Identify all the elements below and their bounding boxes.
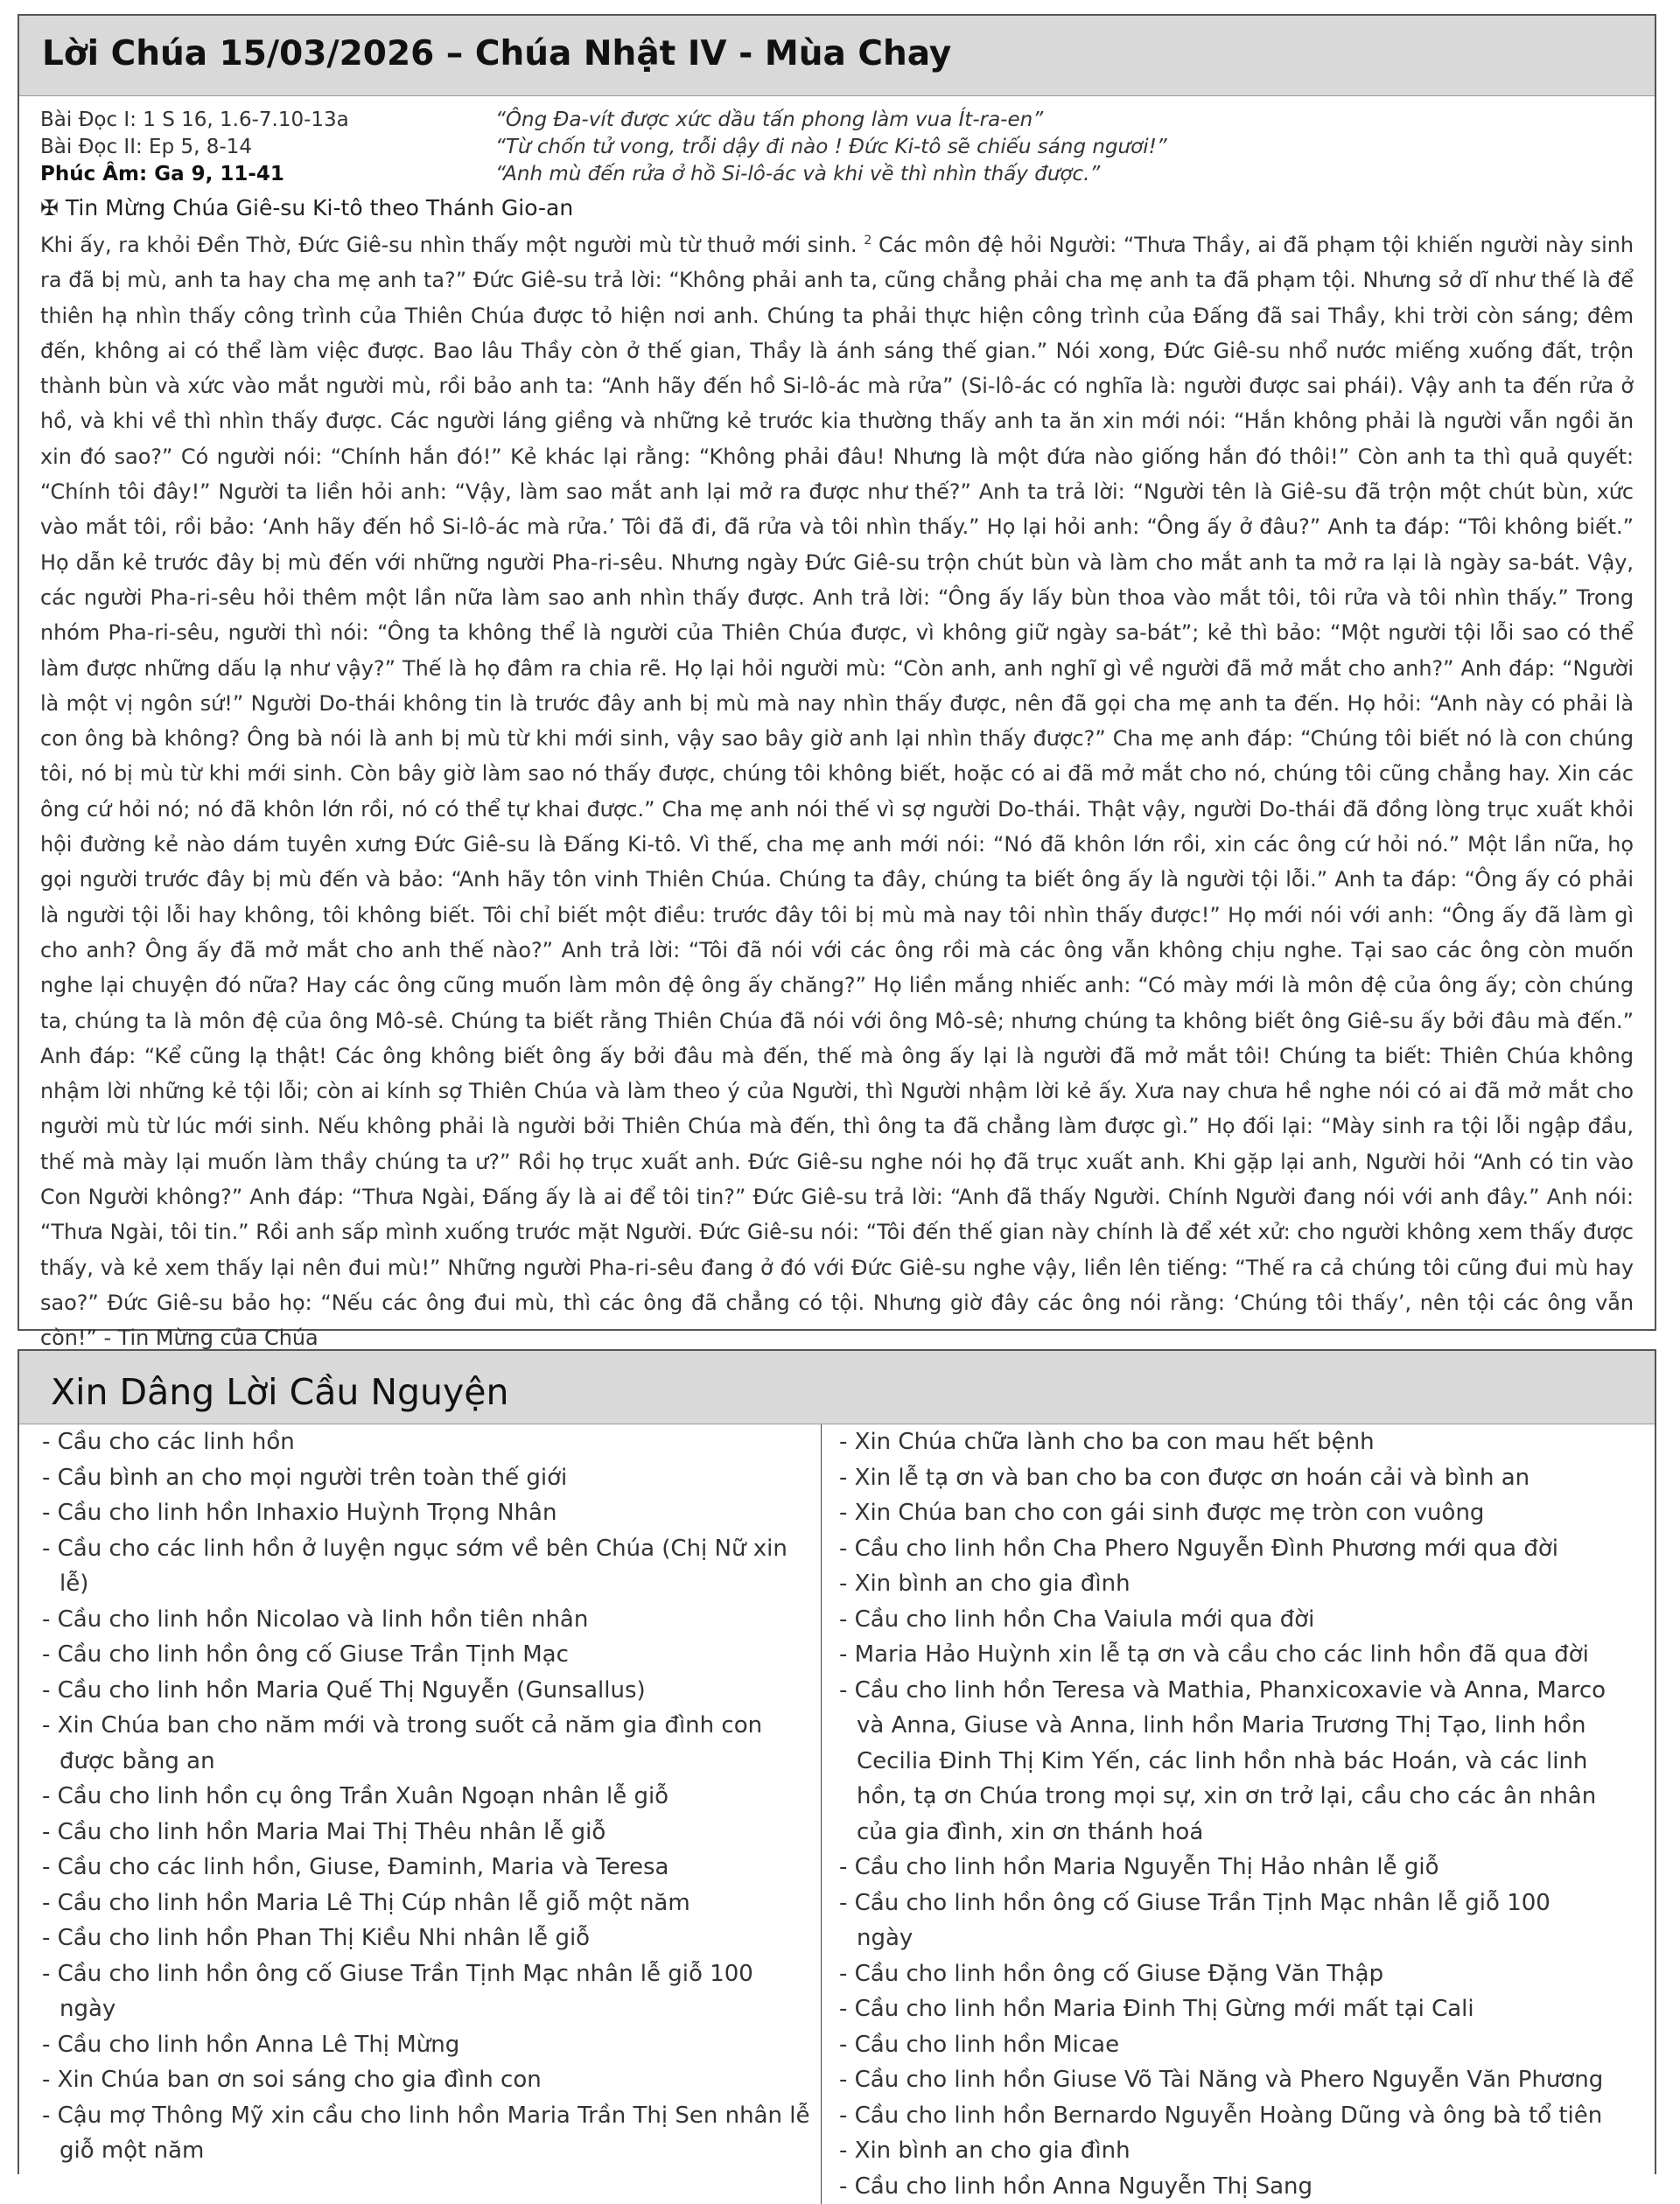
reading-quote: “Từ chốn tử vong, trỗi dậy đi nào ! Đức Ki-tô sẽ chiếu sáng ngươi!” [495, 134, 1167, 161]
reading-ref: Bài Đọc I: 1 S 16, 1.6-7.10-13a [40, 107, 495, 134]
gospel-heading: ✠ Tin Mừng Chúa Giê-su Ki-tô theo Thánh Gio-an [19, 188, 1655, 223]
page-title: Lời Chúa 15/03/2026 – Chúa Nhật IV - Mùa Chay [42, 31, 1632, 77]
prayer-item: - Xin Chúa ban ơn soi sáng cho gia đình con [42, 2062, 812, 2098]
prayer-item: - Xin bình an cho gia đình [839, 1566, 1614, 1602]
prayer-title: Xin Dâng Lời Cầu Nguyện [51, 1370, 1623, 1414]
prayer-item: - Cầu cho linh hồn ông cố Giuse Trần Tịnh Mạc [42, 1637, 812, 1673]
prayer-item: - Cầu cho linh hồn Teresa và Mathia, Phanxicoxavie và Anna, Marco và Anna, Giuse và Anna, linh hồn Maria Trương Thị Tạo, linh hồn Cecilia Đinh Thị Kim Yến, các linh hồn nhà bác Hoán, và các linh hồn, tạ ơn Chúa trong mọi sự, xin ơn trở lại, cầu cho các ân nhân của gia đình, xin ơn thánh hoá [839, 1673, 1614, 1851]
prayer-item: - Cầu cho linh hồn ông cố Giuse Trần Tịnh Mạc nhân lễ giỗ 100 ngày [839, 1886, 1614, 1956]
prayer-item: - Cầu cho linh hồn Micae [839, 2027, 1614, 2063]
prayer-item: - Cầu cho linh hồn Cha Phero Nguyễn Đình Phương mới qua đời [839, 1531, 1614, 1567]
prayer-item: - Cầu cho linh hồn Phan Thị Kiều Nhi nhân lễ giỗ [42, 1921, 812, 1956]
prayer-item: - Cầu cho linh hồn ông cố Giuse Đặng Văn Thập [839, 1956, 1614, 1992]
prayer-item: - Cậu mợ Thông Mỹ xin cầu cho linh hồn Maria Trần Thị Sen nhân lễ giỗ một năm [42, 2098, 812, 2169]
prayer-item: - Cầu cho các linh hồn, Giuse, Đaminh, Maria và Teresa [42, 1850, 812, 1886]
gospel-text-part2: Các môn đệ hỏi Người: “Thưa Thầy, ai đã phạm tội khiến người này sinh ra đã bị mù, anh ta hay cha mẹ anh ta?” Đức Giê-su trả lời: “Không phải anh ta, cũng chẳng phải cha mẹ anh ta đã phạm tội. Nhưng sở dĩ như thế là để thiên hạ nhìn thấy công trình của Thiên Chúa được tỏ hiện nơi anh. Chúng ta phải thực hiện công trình của Đấng đã sai Thầy, khi trời còn sáng; đêm đến, không ai có thể làm việc được. Bao lâu Thầy còn ở thế gian, Thầy là ánh sáng thế gian.” Nói xong, Đức Giê-su nhổ nước miếng xuống đất, trộn thành bùn và xức vào mắt người mù, rồi bảo anh ta: “Anh hãy đến hồ Si-lô-ác mà rửa” (Si-lô-ác có nghĩa là: người được sai phái). Vậy anh ta đến rửa ở hồ, và khi về thì nhìn thấy được. Các người láng giềng và những kẻ trước kia thường thấy anh ta ăn xin mới nói: “Hắn không phải là người vẫn ngồi ăn xin đó sao?” Có người nói: “Chính hắn đó!” Kẻ khác lại rằng: “Không phải đâu! Nhưng là một đứa nào giống hắn đó thôi!” Còn anh ta thì quả quyết: “Chính tôi đây!” Người ta liền hỏi anh: “Vậy, làm sao mắt anh lại mở ra được như thế?” Anh ta trả lời: “Người tên là Giê-su đã trộn một chút bùn, xức vào mắt tôi, rồi bảo: ‘Anh hãy đến hồ Si-lô-ác mà rửa.’ Tôi đã đi, đã rửa và tôi nhìn thấy.” Họ lại hỏi anh: “Ông ấy ở đâu?” Anh ta đáp: “Tôi không biết.” Họ dẫn kẻ trước đây bị mù đến với những người Pha-ri-sêu. Nhưng ngày Đức Giê-su trộn chút bùn và làm cho mắt anh ta mở ra lại là ngày sa-bát. Vậy, các người Pha-ri-sêu hỏi thêm một lần nữa làm sao anh nhìn thấy được. Anh trả lời: “Ông ấy lấy bùn thoa vào mắt tôi, tôi rửa và tôi nhìn thấy.” Trong nhóm Pha-ri-sêu, người thì nói: “Ông ta không thể là người của Thiên Chúa được, vì không giữ ngày sa-bát”; kẻ thì bảo: “Một người tội lỗi sao có thể làm được những dấu lạ như vậy?” Thế là họ đâm ra chia rẽ. Họ lại hỏi người mù: “Còn anh, anh nghĩ gì về người đã mở mắt cho anh?” Anh đáp: “Người là một vị ngôn sứ!” Người Do-thái không tin là trước đây anh bị mù mà nay nhìn thấy được, nên đã gọi cha mẹ anh ta đến. Họ hỏi: “Anh này có phải là con ông bà không? Ông bà nói là anh bị mù từ khi mới sinh, vậy sao bây giờ anh lại nhìn thấy được?” Cha mẹ anh đáp: “Chúng tôi biết nó là con chúng tôi, nó bị mù từ khi mới sinh. Còn bây giờ làm sao nó thấy được, chúng tôi không biết, hoặc có ai đã mở mắt cho nó, chúng tôi cũng chẳng hay. Xin các ông cứ hỏi nó; nó đã khôn lớn rồi, nó có thể tự khai được.” Cha mẹ anh nói thế vì sợ người Do-thái. Thật vậy, người Do-thái đã đồng lòng trục xuất khỏi hội đường kẻ nào dám tuyên xưng Đức Giê-su là Đấng Ki-tô. Vì thế, cha mẹ anh mới nói: “Nó đã khôn lớn rồi, xin các ông cứ hỏi nó.” Một lần nữa, họ gọi người trước đây bị mù đến và bảo: “Anh hãy tôn vinh Thiên Chúa. Chúng ta đây, chúng ta biết ông ấy là người tội lỗi.” Anh ta đáp: “Ông ấy có phải là người tội lỗi hay không, tôi không biết. Tôi chỉ biết một điều: trước đây tôi bị mù mà nay tôi nhìn thấy được!” Họ mới nói với anh: “Ông ấy đã làm gì cho anh? Ông ấy đã mở mắt cho anh thế nào?” Anh trả lời: “Tôi đã nói với các ông rồi mà các ông vẫn không chịu nghe. Tại sao các ông còn muốn nghe lại chuyện đó nữa? Hay các ông cũng muốn làm môn đệ ông ấy chăng?” Họ liền mắng nhiếc anh: “Có mày mới là môn đệ của ông ấy; còn chúng ta, chúng ta là môn đệ của ông Mô-sê. Chúng ta biết rằng Thiên Chúa đã nói với ông Mô-sê; nhưng chúng ta không biết ông Giê-su ấy bởi đâu mà đến.” Anh đáp: “Kể cũng lạ thật! Các ông không biết ông ấy bởi đâu mà đến, thế mà ông ấy lại là người đã mở mắt tôi! Chúng ta biết: Thiên Chúa không nhậm lời những kẻ tội lỗi; còn ai kính sợ Thiên Chúa và làm theo ý của Người, thì Người nhậm lời kẻ ấy. Xưa nay chưa hề nghe nói có ai đã mở mắt cho người mù từ lúc mới sinh. Nếu không phải là người bởi Thiên Chúa mà đến, thì ông ta đã chẳng làm được gì.” Họ đối lại: “Mày sinh ra tội lỗi ngập đầu, thế mà mày lại muốn làm thầy chúng ta ư?” Rồi họ trục xuất anh. Đức Giê-su nghe nói họ đã trục xuất anh. Khi gặp lại anh, Người hỏi “Anh có tin vào Con Người không?” Anh đáp: “Thưa Ngài, Đấng ấy là ai để tôi tin?” Đức Giê-su trả lời: “Anh đã thấy Người. Chính Người đang nói với anh đây.” Anh nói: “Thưa Ngài, tôi tin.” Rồi anh sấp mình xuống trước mặt Người. Đức Giê-su nói: “Tôi đến thế gian này chính là để xét xử: cho người không xem thấy được thấy, và kẻ xem thấy lại nên đui mù!” Những người Pha-ri-sêu đang ở đó với Đức Giê-su nghe vậy, liền lên tiếng: “Thế ra cả chúng tôi cũng đui mù hay sao?” Đức Giê-su bảo họ: “Nếu các ông đui mù, thì các ông đã chẳng có tội. Nhưng giờ đây các ông nói rằng: ‘Chúng tôi thấy’, nên tội các ông vẫn còn!” - Tin Mừng của Chúa [40, 233, 1634, 1350]
prayer-item: - Xin Chúa chữa lành cho ba con mau hết bệnh [839, 1424, 1614, 1460]
prayer-item: - Cầu cho linh hồn Nicolao và linh hồn tiên nhân [42, 1602, 812, 1638]
prayer-item: - Xin Chúa ban cho năm mới và trong suốt cả năm gia đình con được bằng an [42, 1708, 812, 1779]
prayer-item: - Xin bình an cho gia đình [839, 2133, 1614, 2169]
prayer-item: - Cầu cho linh hồn cụ ông Trần Xuân Ngoạn nhân lễ giỗ [42, 1779, 812, 1815]
verse-marker: 2 [864, 234, 872, 248]
prayer-item: - Cầu cho linh hồn Bernardo Nguyễn Hoàng Dũng và ông bà tổ tiên [839, 2098, 1614, 2134]
prayer-list-left [19, 1424, 821, 2204]
reading-ref: Phúc Âm: Ga 9, 11-41 [40, 161, 495, 188]
prayer-list-right [821, 1424, 1622, 2204]
prayer-columns [19, 1424, 1655, 2204]
prayer-item: - Maria Hảo Huỳnh xin lễ tạ ơn và cầu cho các linh hồn đã qua đời [839, 1637, 1614, 1673]
reading-quote: “Anh mù đến rửa ở hồ Si-lô-ác và khi về thì nhìn thấy được.” [495, 161, 1100, 188]
prayer-item: - Cầu bình an cho mọi người trên toàn thế giới [42, 1460, 812, 1496]
prayer-item: - Cầu cho linh hồn Inhaxio Huỳnh Trọng Nhân [42, 1495, 812, 1531]
reading-second [40, 134, 1634, 161]
prayer-item: - Cầu cho các linh hồn [42, 1424, 812, 1460]
prayer-item: - Cầu cho linh hồn Maria Lê Thị Cúp nhân lễ giỗ một năm [42, 1886, 812, 1921]
gospel-header [19, 16, 1655, 96]
prayer-header [19, 1351, 1655, 1424]
prayer-item: - Cầu cho linh hồn Anna Lê Thị Mừng [42, 2027, 812, 2063]
prayer-item: - Cầu cho linh hồn Maria Nguyễn Thị Hảo nhân lễ giỗ [839, 1850, 1614, 1886]
readings-list [19, 96, 1655, 188]
reading-first [40, 107, 1634, 134]
gospel-section [18, 14, 1656, 1331]
reading-ref: Bài Đọc II: Ep 5, 8-14 [40, 134, 495, 161]
prayer-item: - Cầu cho các linh hồn ở luyện ngục sớm về bên Chúa (Chị Nữ xin lễ) [42, 1531, 812, 1602]
prayer-item: - Cầu cho linh hồn ông cố Giuse Trần Tịnh Mạc nhân lễ giỗ 100 ngày [42, 1956, 812, 2027]
reading-quote: “Ông Đa-vít được xức dầu tấn phong làm vua Ít-ra-en” [495, 107, 1043, 134]
gospel-text [19, 223, 1655, 1355]
prayer-item: - Xin Chúa ban cho con gái sinh được mẹ tròn con vuông [839, 1495, 1614, 1531]
prayer-item: - Cầu cho linh hồn Anna Nguyễn Thị Sang [839, 2169, 1614, 2204]
prayer-item: - Cầu cho linh hồn Giuse Võ Tài Năng và Phero Nguyễn Văn Phương [839, 2062, 1614, 2098]
prayer-item: - Cầu cho linh hồn Maria Đinh Thị Gừng mới mất tại Cali [839, 1991, 1614, 2027]
prayer-item: - Cầu cho linh hồn Maria Mai Thị Thêu nhân lễ giỗ [42, 1815, 812, 1851]
prayer-item: - Cầu cho linh hồn Cha Vaiula mới qua đời [839, 1602, 1614, 1638]
prayer-item: - Cầu cho linh hồn Maria Quế Thị Nguyễn (Gunsallus) [42, 1673, 812, 1709]
prayer-section [18, 1349, 1656, 2174]
prayer-item: - Xin lễ tạ ơn và ban cho ba con được ơn hoán cải và bình an [839, 1460, 1614, 1496]
gospel-text-part1: Khi ấy, ra khỏi Đền Thờ, Đức Giê-su nhìn thấy một người mù từ thuở mới sinh. [40, 233, 858, 257]
reading-gospel [40, 161, 1634, 188]
